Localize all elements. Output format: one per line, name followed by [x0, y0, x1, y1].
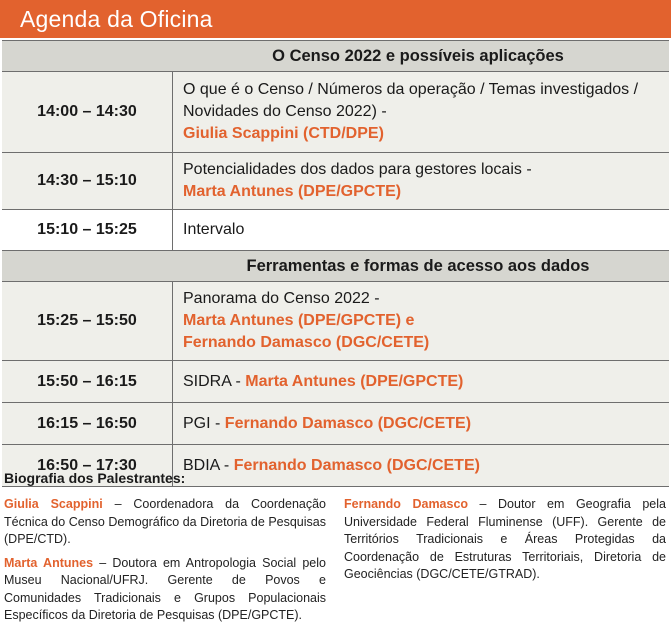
session-text: Intervalo: [183, 221, 245, 238]
section-heading: Ferramentas e formas de acesso aos dados: [246, 256, 590, 275]
bio-text: – Doutor em Geografia pela Universidade Federal Fluminense (UFF). Gerente de Territórios Tradicionais e Áreas Protegidas da Coordenação de Estruturas Territoriais, Diretoria de Geociências (DGC/CETE/GTRAD).: [344, 497, 666, 581]
bio-name: Fernando Damasco: [344, 497, 469, 511]
time-slot: 14:30 – 15:10: [2, 153, 173, 210]
session-description: [173, 361, 670, 403]
bio-text: – Doutora em Antropologia Social pelo Museu Nacional/UFRJ. Gerente de Povos e Comunidades Tradicionais e Grupos Populacionais Específicos da Diretoria de Pesquisas (DPE/GPCTE).: [4, 555, 326, 622]
bio-entry: [344, 496, 666, 584]
session-description: [173, 72, 670, 153]
session-text: Panorama do Censo 2022 -: [183, 290, 380, 307]
bio-name: Marta Antunes: [4, 555, 94, 570]
bio-text: – Coordenadora da Coordenação Técnica do Censo Demográfico da Diretoria de Pesquisas (DPE/CTD).: [4, 497, 326, 546]
table-row: [2, 210, 669, 251]
session-text: O que é o Censo / Números da operação / Temas investigados / Novidades do Censo 2022) -: [183, 81, 639, 120]
speaker-name: Marta Antunes (DPE/GPCTE): [245, 372, 464, 390]
table-row: [2, 153, 669, 210]
bios-right-column: [344, 496, 666, 590]
section-heading: O Censo 2022 e possíveis aplicações: [272, 46, 564, 65]
session-description: [173, 210, 670, 251]
section-header: [2, 251, 669, 282]
speaker-name: Fernando Damasco (DGC/CETE): [183, 334, 430, 351]
section-header: [2, 41, 669, 72]
bio-entry: [4, 555, 326, 625]
time-slot: 15:25 – 15:50: [2, 282, 173, 361]
speaker-name: Marta Antunes (DPE/GPCTE) e: [183, 312, 415, 329]
table-row: [2, 361, 669, 403]
session-description: [173, 282, 670, 361]
session-text: PGI -: [183, 414, 221, 432]
time-slot: 14:00 – 14:30: [2, 72, 173, 153]
speaker-name: Giulia Scappini (CTD/DPE): [183, 125, 384, 142]
table-row: [2, 72, 669, 153]
session-text: SIDRA -: [183, 372, 241, 390]
time-slot: 16:50 – 17:30: [2, 445, 173, 487]
page-title: Agenda da Oficina: [0, 0, 671, 38]
session-description: [173, 153, 670, 210]
speaker-name: Fernando Damasco (DGC/CETE): [233, 456, 480, 474]
session-text: BDIA -: [183, 456, 230, 474]
bio-name: Giulia Scappini: [4, 497, 103, 511]
agenda-table: [2, 40, 669, 487]
time-slot: 15:10 – 15:25: [2, 210, 173, 251]
speaker-name: Marta Antunes (DPE/GPCTE): [183, 183, 402, 200]
time-slot: 15:50 – 16:15: [2, 361, 173, 403]
table-row: [2, 403, 669, 445]
session-description: [173, 445, 670, 487]
speaker-name: Fernando Damasco (DGC/CETE): [224, 414, 472, 432]
session-description: [173, 403, 670, 445]
table-row: [2, 282, 669, 361]
time-slot: 16:15 – 16:50: [2, 403, 173, 445]
bio-entry: [4, 496, 326, 549]
bios-left-column: [4, 496, 326, 631]
bios-title: Biografia dos Palestrantes:: [4, 470, 186, 486]
session-text: Potencialidades dos dados para gestores locais -: [183, 161, 532, 178]
